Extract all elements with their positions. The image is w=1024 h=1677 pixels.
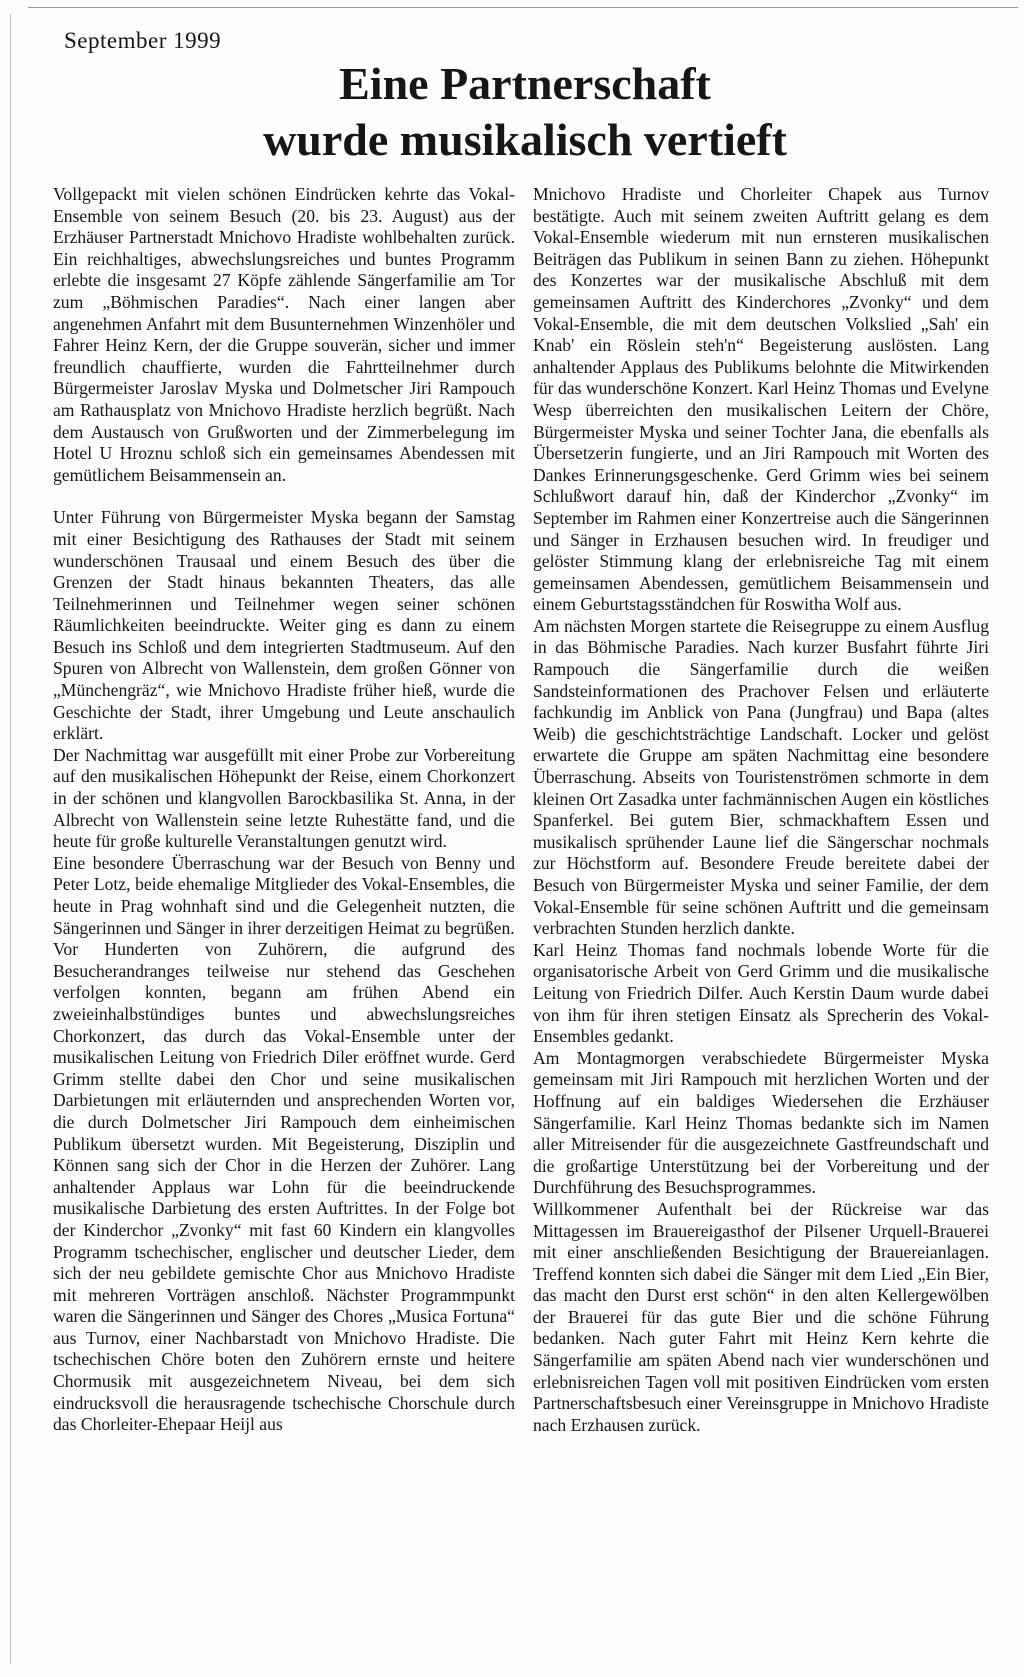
headline-line-2: wurde musikalisch vertieft: [263, 114, 787, 165]
article-column-right: [533, 184, 989, 1436]
left-border-line: [10, 14, 11, 1664]
paragraph: Eine besondere Überraschung war der Besuch von Benny und Peter Lotz, beide ehemalige Mitglieder des Vokal-Ensembles, die heute in Prag wohnhaft sind und die Gelegenheit nutzten, die Sängerinnen und Sänger in ihrer derzeitigen Heimat zu begrüßen.: [53, 852, 515, 938]
paragraph: Mnichovo Hradiste und Chorleiter Chapek aus Turnov bestätigte. Auch mit seinem zweiten Auftritt gelang es dem Vokal-Ensemble wiederum mit nun ernsteren musikalischen Beiträgen das Publikum in seinen Bann zu ziehen. Höhepunkt des Konzertes war der musikalische Abschluß mit dem gemeinsamen Auftritt des Kinderchores „Zvonky“ und dem Vokal-Ensemble, die mit dem deutschen Volkslied „Sah' ein Knab' ein Röslein steh'n“ Begeisterung auslösten. Lang anhaltender Applaus des Publikums belohnte die Mitwirkenden für das wunderschöne Konzert. Karl Heinz Thomas und Evelyne Wesp überreichten den musikalischen Leitern der Chöre, Bürgermeister Myska und seiner Tochter Jana, die ebenfalls als Übersetzerin fungierte, und an Jiri Rampouch mit Worten des Dankes Erinnerungsgeschenke. Gerd Grimm wies bei seinem Schlußwort darauf hin, daß der Kinderchor „Zvonky“ im September im Rahmen einer Konzertreise auch die Sängerinnen und Sänger in Erzhausen besuchen wird. In freudiger und gelöster Stimmung klang der erlebnisreiche Tag mit einem gemeinsamen Abendessen, gemütlichem Beisammensein und einem Geburtstagsständchen für Roswitha Wolf aus.: [533, 184, 989, 615]
paragraph: Am nächsten Morgen startete die Reisegruppe zu einem Ausflug in das Böhmische Paradies. Nach kurzer Busfahrt führte Jiri Rampouch die Sängerfamilie durch die weißen Sandsteinformationen des Prachover Felsen und erläuterte fachkundig im Anblick von Pana (Jungfrau) und Bapa (altes Weib) die geschichtsträchtige Landschaft. Locker und gelöst erwartete die Gruppe am späten Nachmittag eine besondere Überraschung. Abseits von Touristenströmen schmorte in dem kleinen Ort Zasadka unter fachmännischen Augen ein köstliches Spanferkel. Bei gutem Bier, schmackhaftem Essen und musikalisch sprühender Laune lief die Sängerschar nochmals zur Höchstform auf. Besondere Freude bereitete dabei der Besuch von Bürgermeister Myska und seiner Familie, der dem Vokal-Ensemble für seine schönen Auftritt und die gemeinsam verbrachten Stunden herzlich dankte.: [533, 615, 989, 939]
article-column-left: [53, 184, 515, 1436]
top-border-line: [28, 7, 1018, 8]
paragraph: Vollgepackt mit vielen schönen Eindrücken kehrte das Vokal-Ensemble von seinem Besuch (20. bis 23. August) aus der Erzhäuser Partnerstadt Mnichovo Hradiste wohlbehalten zurück. Ein reichhaltiges, abwechslungsreiches und buntes Programm erlebte die insgesamt 27 Köpfe zählende Sängerfamilie am Tor zum „Böhmischen Paradies“. Nach einer langen aber angenehmen Anfahrt mit dem Busunternehmen Winzenhöler und Fahrer Heinz Kern, der die Gruppe souverän, sicher und immer freundlich chauffierte, wurden die Fahrtteilnehmer durch Bürgermeister Jaroslav Myska und Dolmetscher Jiri Rampouch am Rathausplatz von Mnichovo Hradiste herzlich begrüßt. Nach dem Austausch von Grußworten und der Zimmerbelegung im Hotel U Hroznu schloß sich ein gemeinsames Abendessen mit gemütlichem Beisammensein an.: [53, 184, 515, 485]
paragraph: Unter Führung von Bürgermeister Myska begann der Samstag mit einer Besichtigung des Rathauses der Stadt mit seinem wunderschönen Trausaal und einem Besuch des über die Grenzen der Stadt hinaus bekannten Theaters, das alle Teilnehmerinnen und Teilnehmer wegen seiner schönen Räumlichkeiten beeindruckte. Weiter ging es dann zu einem Besuch ins Schloß und dem integrierten Stadtmuseum. Auf den Spuren von Albrecht von Wallenstein, dem großen Gönner von „Münchengräz“, wie Mnichovo Hradiste früher hieß, wurde die Geschichte der Stadt, ihrer Umgebung und Leute anschaulich erklärt.: [53, 507, 515, 744]
paragraph: Vor Hunderten von Zuhörern, die aufgrund des Besucherandranges teilweise nur stehend das Geschehen verfolgen konnten, begann am frühen Abend ein zweieinhalbstündiges buntes und abwechslungsreiches Chorkonzert, das durch das Vokal-Ensemble unter der musikalischen Leitung von Friedrich Diler eröffnet wurde. Gerd Grimm stellte dabei den Chor und seine musikalischen Darbietungen mit erläuternden und ansprechenden Worten vor, die durch Dolmetscher Jiri Rampouch dem einheimischen Publikum übersetzt wurden. Mit Begeisterung, Disziplin und Können sang sich der Chor in die Herzen der Zuhörer. Lang anhaltender Applaus war Lohn für die beeindruckende musikalische Darbietung des ersten Auftrittes. In der Folge bot der Kinderchor „Zvonky“ mit fast 60 Kindern ein klangvolles Programm tschechischer, englischer und deutscher Lieder, dem sich der neu gebildete gemischte Chor aus Mnichovo Hradiste mit mehreren Vorträgen anschloß. Nächster Programmpunkt waren die Sängerinnen und Sänger des Chores „Musica Fortuna“ aus Turnov, einer Nachbarstadt von Mnichovo Hradiste. Die tschechischen Chöre boten den Zuhörern ernste und heitere Chormusik mit ausgezeichnetem Niveau, bei dem sich eindrucksvoll die herausragende tschechische Chorschule durch das Chorleiter-Ehepaar Heijl aus: [53, 939, 515, 1435]
article-headline: [180, 56, 870, 168]
paragraph: Am Montagmorgen verabschiedete Bürgermeister Myska gemeinsam mit Jiri Rampouch mit herzlichen Worten und der Hoffnung auf ein baldiges Wiedersehen die Erzhäuser Sängerfamilie. Karl Heinz Thomas bedankte sich im Namen aller Mitreisender für die ausgezeichnete Gastfreundschaft und die großartige Unterstützung bei der Vorbereitung und der Durchführung des Besuchsprogrammes.: [533, 1047, 989, 1198]
paragraph: Karl Heinz Thomas fand nochmals lobende Worte für die organisatorische Arbeit von Gerd Grimm und die musikalische Leitung von Friedrich Dilfer. Auch Kerstin Daum wurde dabei von ihm für ihren stetigen Einsatz als Sprecherin des Vokal-Ensembles gedankt.: [533, 939, 989, 1047]
headline-line-1: Eine Partnerschaft: [339, 58, 711, 109]
paragraph: Willkommener Aufenthalt bei der Rückreise war das Mittagessen im Brauereigasthof der Pilsener Urquell-Brauerei mit einer anschließenden Besichtigung der Brauereianlagen. Treffend konnten sich dabei die Sänger mit dem Lied „Ein Bier, das macht den Durst erst schön“ in den alten Kellergewölben der Brauerei für das gute Bier und die schöne Führung bedanken. Nach guter Fahrt mit Heinz Kern kehrte die Sängerfamilie am späten Abend nach vier wunderschönen und erlebnisreichen Tagen voll mit positiven Eindrücken vom ersten Partnerschaftsbesuch einer Vereinsgruppe in Mnichovo Hradiste nach Erzhausen zurück.: [533, 1198, 989, 1435]
paragraph: Der Nachmittag war ausgefüllt mit einer Probe zur Vorbereitung auf den musikalischen Höhepunkt der Reise, einem Chorkonzert in der schönen und klangvollen Barockbasilika St. Anna, in der Albrecht von Wallenstein seine letzte Ruhestätte fand, und die heute für große kulturelle Veranstaltungen genutzt wird.: [53, 744, 515, 852]
issue-date: September 1999: [64, 28, 222, 53]
